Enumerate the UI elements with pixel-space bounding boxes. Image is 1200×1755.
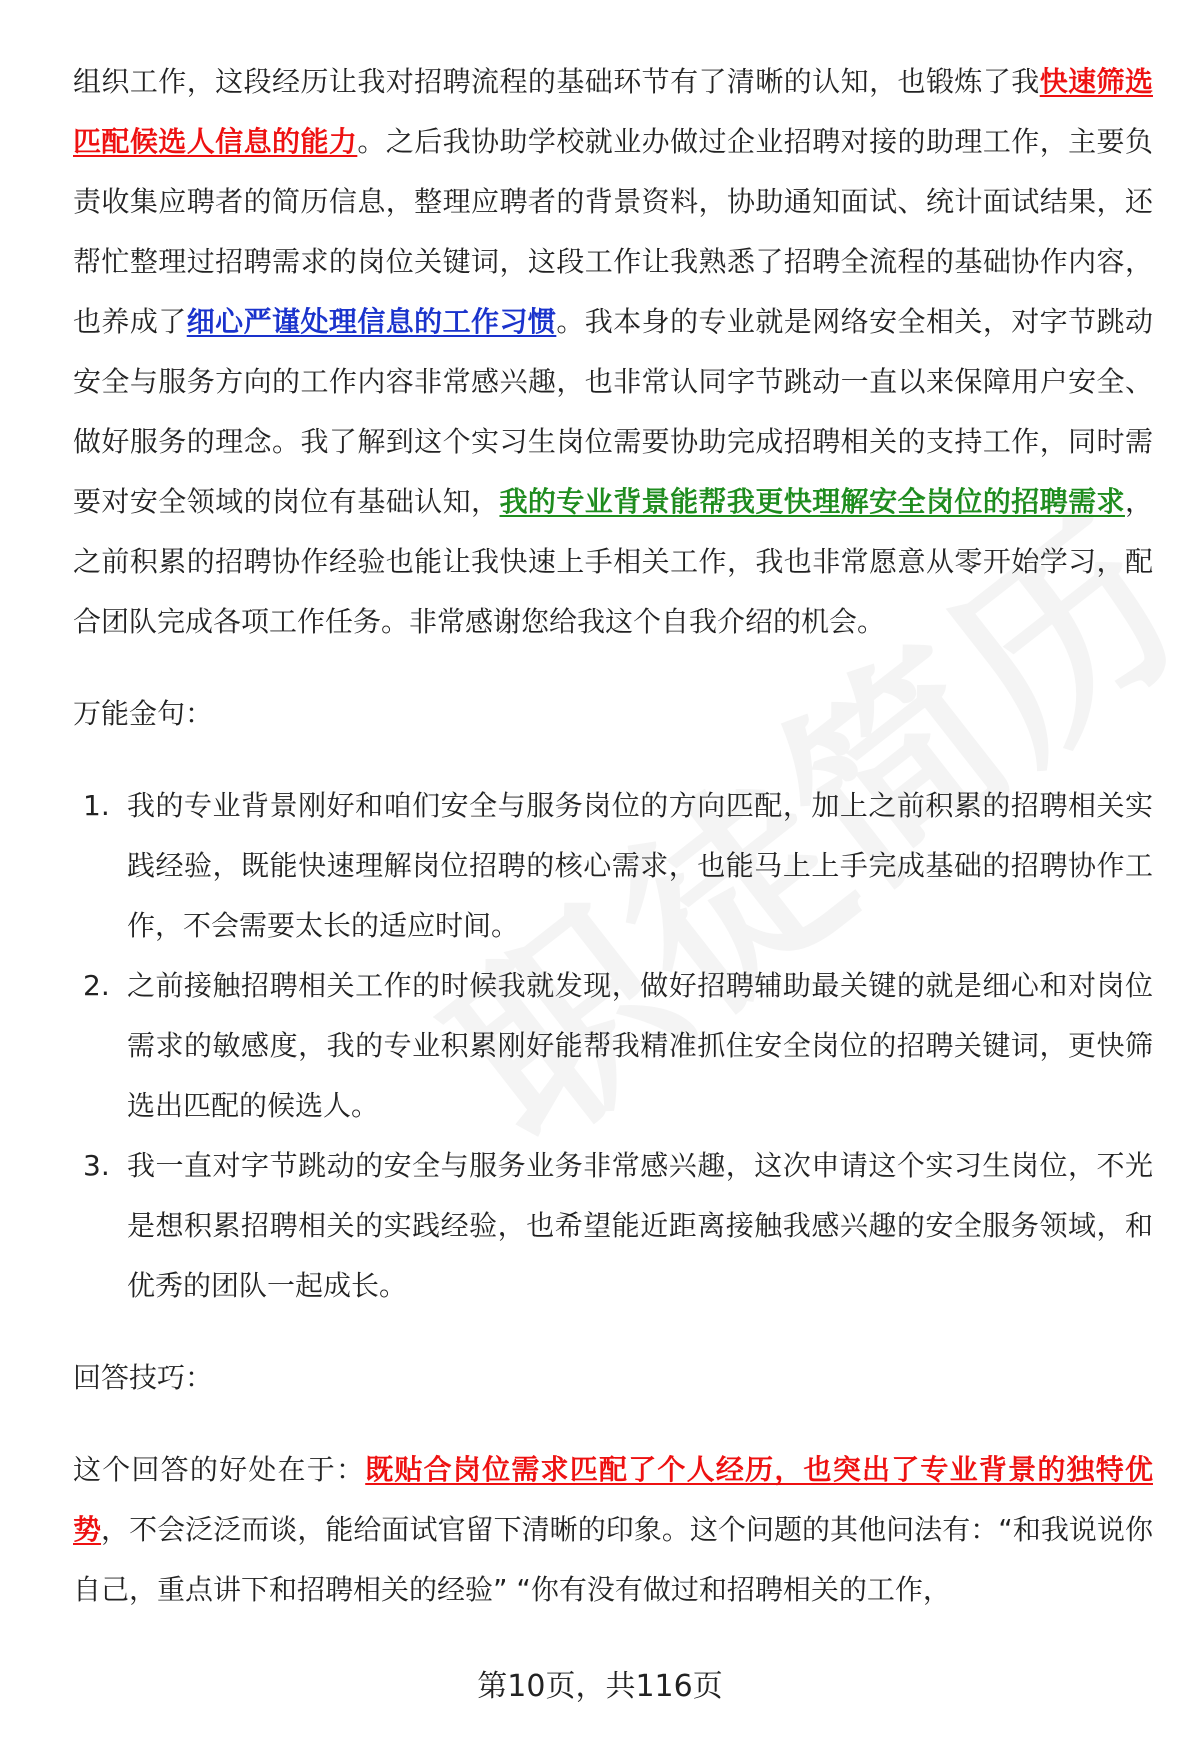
paragraph-text: 这个回答的好处在于： [73,1453,366,1486]
paragraph-text: ，不会泛泛而谈，能给面试官留下清晰的印象。这个问题的其他问法有：“和我说说你自己，重点讲下和招聘相关的经验” “你有没有做过和招聘相关的工作， [73,1513,1153,1606]
section-heading-golden-sentences: 万能金句： [73,697,214,730]
highlight-red-text: 快速筛选匹配候选人信息的能力 [73,65,1153,158]
paragraph-text: 。之后我协助学校就业办做过企业招聘对接的助理工作，主要负责收集应聘者的简历信息，整理应聘者的背景资料，协助通知面试、统计面试结果，还帮忙整理过招聘需求的岗位关键词，这段工作让我熟悉了招聘全流程的基础协作内容，也养成了 [73,125,1153,338]
highlight-red-text: 既贴合岗位需求匹配了个人经历，也突出了专业背景的独特优势 [73,1453,1153,1546]
paragraph-text: 。我本身的专业就是网络安全相关，对字节跳动安全与服务方向的工作内容非常感兴趣，也非常认同字节跳动一直以来保障用户安全、做好服务的理念。我了解到这个实习生岗位需要协助完成招聘相关的支持工作，同时需要对安全领域的岗位有基础认知， [73,305,1153,518]
paragraph-text: ，之前积累的招聘协作经验也能让我快速上手相关工作，我也非常愿意从零开始学习，配合团队完成各项工作任务。非常感谢您给我这个自我介绍的机会。 [73,485,1153,638]
list-item-number: 3. [83,1149,110,1182]
intro-paragraph [73,52,1153,652]
list-item-number: 2. [83,969,110,1002]
list-item-number: 1. [83,789,110,822]
list-item [73,956,1153,1136]
highlight-green-text: 我的专业背景能帮我更快理解安全岗位的招聘需求 [499,485,1125,518]
highlight-blue-text: 细心严谨处理信息的工作习惯 [186,305,557,338]
list-item-text: 我一直对字节跳动的安全与服务业务非常感兴趣，这次申请这个实习生岗位，不光是想积累招聘相关的实践经验，也希望能近距离接触我感兴趣的安全服务领域，和优秀的团队一起成长。 [127,1149,1153,1302]
document-body [73,52,1153,1620]
page-number-footer: 第10页，共116页 [477,1669,723,1704]
tips-paragraph [73,1440,1153,1620]
list-item [73,776,1153,956]
list-item [73,1136,1153,1316]
list-item-text: 之前接触招聘相关工作的时候我就发现，做好招聘辅助最关键的就是细心和对岗位需求的敏感度，我的专业积累刚好能帮我精准抓住安全岗位的招聘关键词，更快筛选出匹配的候选人。 [127,969,1153,1122]
paragraph-text: 组织工作，这段经历让我对招聘流程的基础环节有了清晰的认知，也锻炼了我 [73,65,1040,98]
golden-sentences-list [73,776,1153,1316]
list-item-text: 我的专业背景刚好和咱们安全与服务岗位的方向匹配，加上之前积累的招聘相关实践经验，既能快速理解岗位招聘的核心需求，也能马上上手完成基础的招聘协作工作，不会需要太长的适应时间。 [127,789,1153,942]
section-heading-answer-tips: 回答技巧： [73,1361,214,1394]
